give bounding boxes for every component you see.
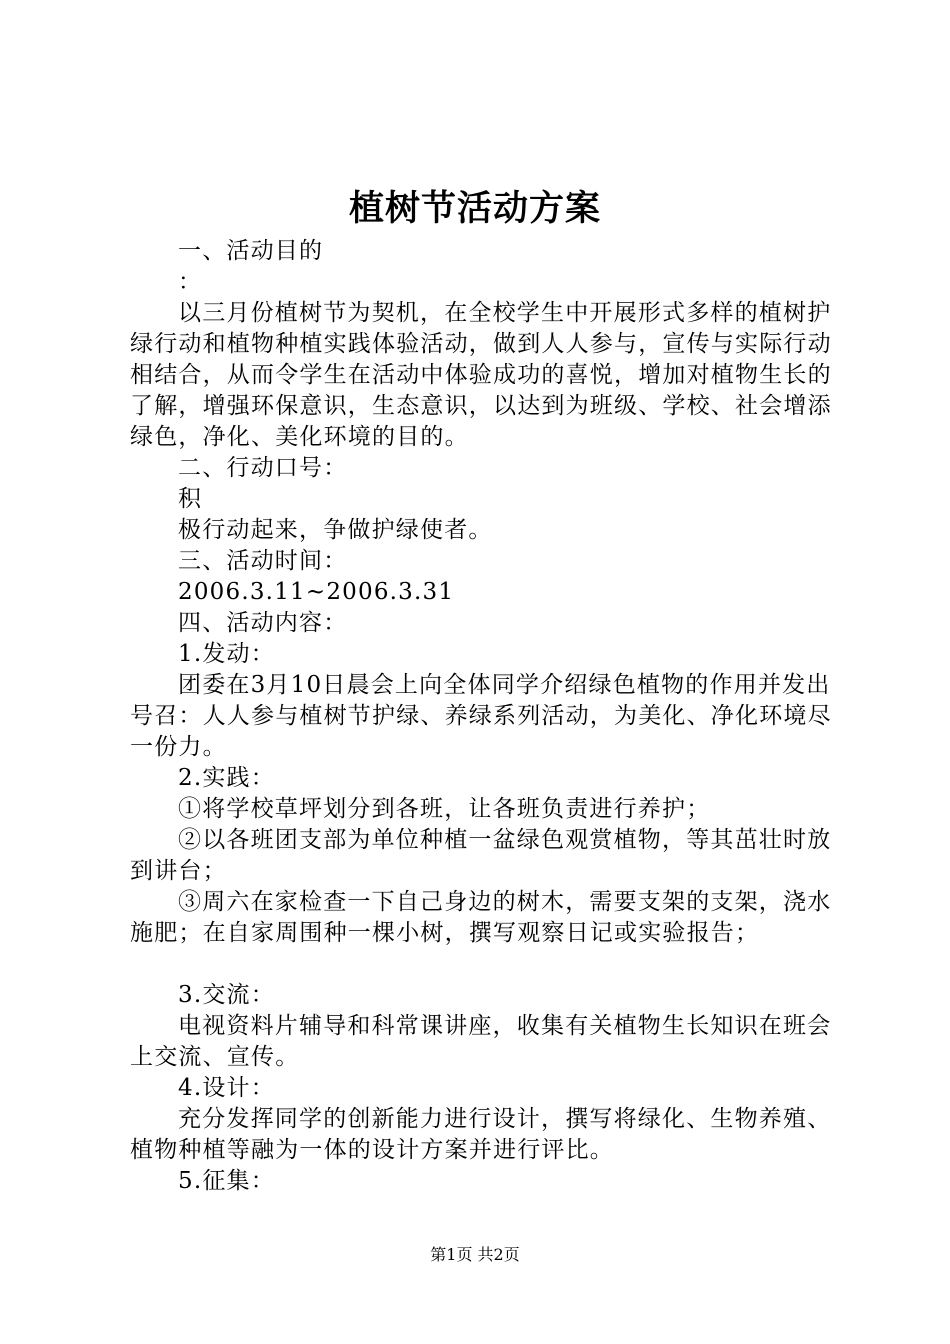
practice-step-3: ③周六在家检查一下自己身边的树木，需要支架的支架，浇水施肥；在自家周围种一棵小树，撰写观察日记或实验报告； bbox=[130, 889, 832, 946]
section-heading-slogan: 二、行动口号： bbox=[178, 455, 348, 481]
paragraph-design: 充分发挥同学的创新能力进行设计，撰写将绿化、生物养殖、植物种植等融为一体的设计方案并进行评比。 bbox=[130, 1106, 832, 1163]
item-heading-mobilize: 1.发动： bbox=[178, 641, 275, 667]
blank-line bbox=[130, 949, 835, 980]
activity-dates: 2006.3.11~2006.3.31 bbox=[178, 579, 455, 605]
item-heading-exchange: 3.交流： bbox=[178, 982, 275, 1008]
page-number-footer: 第1页 共2页 bbox=[430, 1245, 520, 1264]
paragraph-purpose: 以三月份植树节为契机，在全校学生中开展形式多样的植树护绿行动和植物种植实践体验活动，做到人人参与，宣传与实际行动相结合，从而令学生在活动中体验成功的喜悦，增加对植物生长的了解，增强环保意识，生态意识，以达到为班级、学校、社会增添绿色，净化、美化环境的目的。 bbox=[130, 300, 832, 450]
section-heading-time: 三、活动时间： bbox=[178, 548, 348, 574]
item-heading-design: 4.设计： bbox=[178, 1075, 275, 1101]
paragraph-mobilize: 团委在3月10日晨会上向全体同学介绍绿色植物的作用并发出号召：人人参与植树节护绿、养绿系列活动，为美化、净化环境尽一份力。 bbox=[130, 672, 832, 760]
document-title: 植树节活动方案 bbox=[348, 188, 601, 229]
practice-step-2: ②以各班团支部为单位种植一盆绿色观赏植物，等其茁壮时放到讲台； bbox=[130, 827, 832, 884]
document-body bbox=[130, 236, 835, 1197]
item-heading-practice: 2.实践： bbox=[178, 765, 275, 791]
practice-step-1: ①将学校草坪划分到各班，让各班负责进行养护； bbox=[178, 796, 711, 822]
colon-line: ： bbox=[178, 269, 203, 295]
slogan-line-1: 积 bbox=[178, 486, 203, 512]
slogan-line-2: 极行动起来，争做护绿使者。 bbox=[178, 517, 493, 543]
section-heading-content: 四、活动内容： bbox=[178, 610, 348, 636]
item-heading-collect: 5.征集： bbox=[178, 1168, 275, 1194]
section-heading-purpose: 一、活动目的 bbox=[178, 238, 324, 264]
paragraph-exchange: 电视资料片辅导和科常课讲座，收集有关植物生长知识在班会上交流、宣传。 bbox=[130, 1013, 832, 1070]
